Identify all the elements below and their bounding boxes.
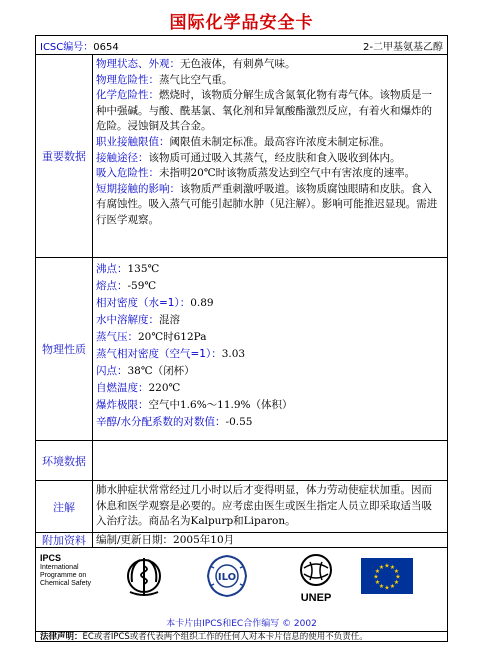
eu-star-icon: ★ — [395, 573, 401, 581]
notes-section — [36, 481, 447, 533]
section-label: 注解 — [36, 481, 93, 532]
property-vapour-pressure: 蒸气压：20℃时612Pa — [96, 331, 207, 343]
eu-star-icon: ★ — [384, 584, 390, 592]
physical-properties-section — [36, 258, 447, 441]
data-line-appearance: 物理状态、外观：无色液体，有刺鼻气味。 — [96, 58, 296, 70]
legal-section — [36, 632, 447, 642]
eu-star-icon: ★ — [393, 579, 400, 586]
property-relative-density: 相对密度（水=1）：0.89 — [96, 297, 214, 309]
icsc-number-label: ICSC编号： — [40, 41, 94, 53]
eu-star-icon: ★ — [393, 568, 400, 575]
notes-content: 肺水肿症状常常经过几小时以后才变得明显，体力劳动使症状加重。因而休息和医学观察是必要的。应考虑由医生或医生指定人员立即采取适当吸入治疗法。商品名为Kalpurp和Liparon。 — [96, 484, 432, 528]
card-title: 国际化学品安全卡 — [169, 13, 314, 33]
section-label: 重要数据 — [36, 55, 93, 257]
physical-properties-content — [93, 258, 447, 440]
logos-section — [36, 548, 447, 632]
unep-label: UNEP — [300, 592, 332, 604]
data-line-inhalation-risk: 吸入危险性：未指明20℃时该物质蒸发达到空气中有害浓度的速率。 — [96, 167, 416, 180]
ipcs-sub-line: Chemical Safety — [40, 580, 91, 587]
chemical-name: 2-二甲基氨基乙醇 — [363, 41, 443, 53]
eu-star-icon: ★ — [384, 562, 390, 570]
property-autoignition: 自燃温度：220℃ — [96, 382, 181, 394]
legal-statement — [36, 632, 447, 645]
property-log-pow: 辛醇/水分配系数的对数值：-0.55 — [96, 416, 253, 428]
ipcs-title: IPCS — [40, 553, 62, 563]
safety-card — [35, 35, 448, 642]
environment-section — [36, 441, 447, 481]
eu-star-icon: ★ — [373, 573, 379, 581]
ilo-emblem-icon — [204, 552, 250, 600]
svg-text:ILO: ILO — [217, 572, 237, 583]
additional-content: 编制/更新日期：2005年10月 — [96, 534, 235, 546]
data-line-physical-hazard: 物理危险性：蒸气比空气重。 — [96, 73, 233, 86]
ipcs-sub-line: Programme on — [40, 572, 87, 579]
section-label: 附加资料 — [36, 533, 93, 547]
eu-star-icon: ★ — [374, 579, 381, 586]
unep-globe-icon — [296, 552, 336, 588]
icsc-number-value: 0654 — [93, 41, 119, 53]
eu-star-icon: ★ — [378, 583, 385, 590]
data-line-chemical-hazard: 化学危险性：燃烧时，该物质分解生成含氮氧化物有毒气体。该物质是一种中强碱。与酸、酰基氯、氧化剂和异氰酸酯激烈反应，有着火和爆炸的危险。浸蚀铜及其合金。 — [96, 89, 432, 133]
data-line-short-term-effects: 短期接触的影响：该物质严重刺激呼吸道。该物质腐蚀眼睛和皮肤。食入有腐蚀性。吸入蒸气可能引起肺水肿（见注解）。影响可能推迟显现。需进行医学观察。 — [96, 182, 438, 226]
property-flash-point: 闪点：38℃（闭杯） — [96, 365, 195, 377]
property-water-solubility: 水中溶解度：混溶 — [96, 314, 180, 326]
property-melting-point: 熔点：-59℃ — [96, 280, 157, 292]
legal-label: 法律声明： — [40, 632, 83, 642]
legal-text: EC或者IPCS或者代表两个组织工作的任何人对本卡片信息的使用不负责任。 — [82, 632, 368, 642]
section-label: 环境数据 — [36, 441, 93, 480]
data-line-exposure-routes: 接触途径：该物质可通过吸入其蒸气，经皮肤和食入吸收到体内。 — [96, 151, 401, 164]
eu-star-icon: ★ — [374, 568, 381, 575]
who-emblem-icon — [120, 552, 168, 600]
icsc-number — [40, 38, 119, 53]
eu-star-icon: ★ — [378, 564, 385, 571]
additional-section — [36, 533, 447, 548]
property-vapour-density: 蒸气相对密度（空气=1）：3.03 — [96, 348, 246, 360]
header-row — [36, 36, 447, 55]
unep-logo — [291, 552, 341, 604]
property-explosive-limits: 爆炸极限：空气中1.6%～11.9%（体积） — [96, 399, 293, 411]
important-data-content — [93, 55, 447, 257]
environment-content — [93, 441, 447, 480]
eu-flag-icon — [361, 558, 413, 594]
data-line-exposure-limits: 职业接触限值：阈限值未制定标准。最高容许浓度未制定标准。 — [96, 135, 390, 148]
ipcs-sub-line: International — [40, 564, 79, 571]
important-data-section — [36, 55, 447, 258]
eu-star-icon: ★ — [389, 583, 396, 590]
eu-star-icon: ★ — [389, 564, 396, 571]
joint-footnote: 本卡片由IPCS和EC合作编写 © 2002 — [166, 619, 317, 629]
property-boiling-point: 沸点：135℃ — [96, 263, 160, 275]
section-label: 物理性质 — [36, 258, 93, 440]
ipcs-logo — [40, 554, 91, 588]
